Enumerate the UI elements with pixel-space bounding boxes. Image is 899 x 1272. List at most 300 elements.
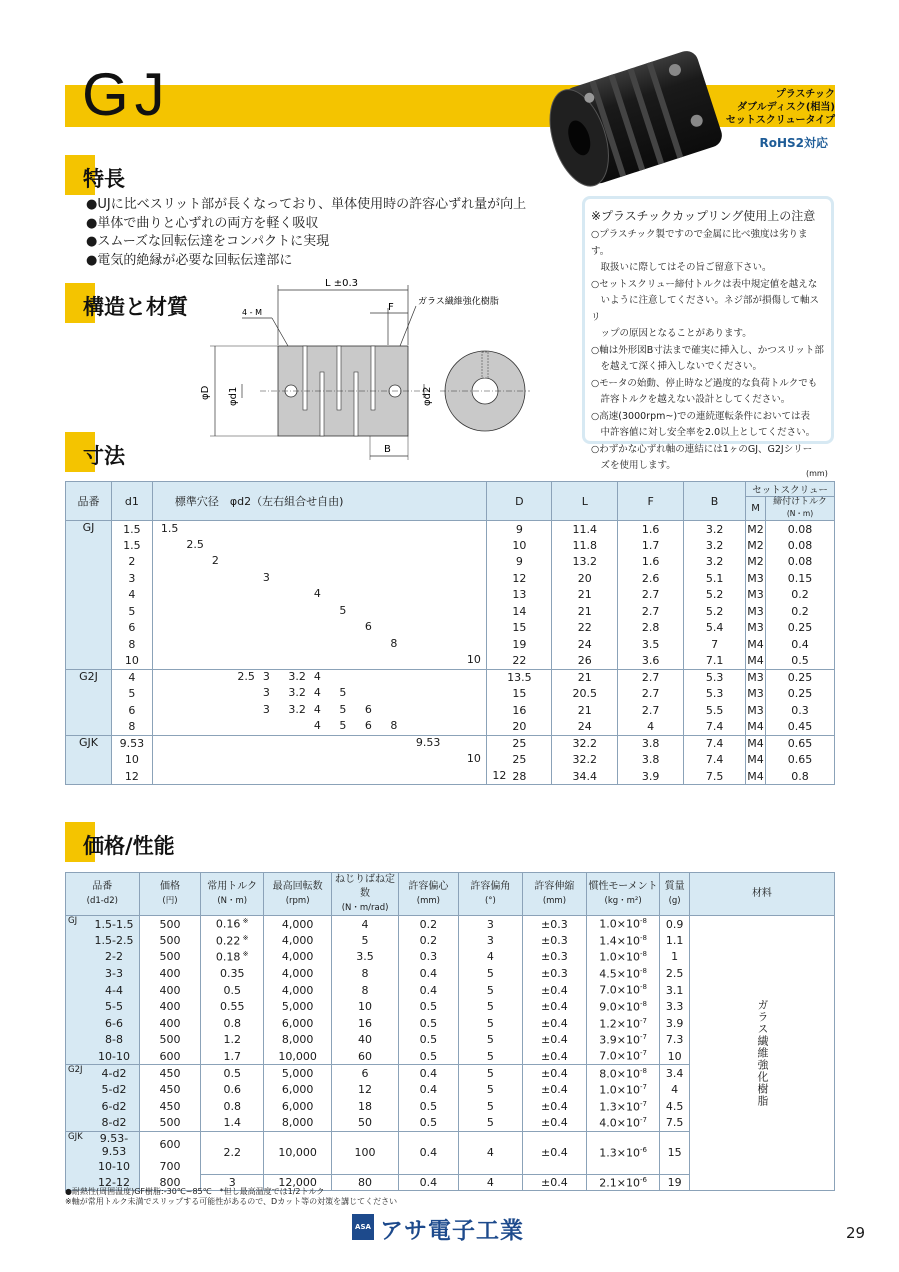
torque-unit: (N・m): [786, 509, 814, 518]
T-cell: 0.2: [766, 603, 835, 620]
B-cell: 5.3: [684, 686, 746, 703]
D-cell: 13: [487, 587, 552, 604]
std-wrap: [153, 522, 486, 537]
dim-D-label: φD: [200, 385, 211, 400]
hdr-main: ねじりばね定数: [335, 874, 396, 899]
spring-cell: 12: [332, 1081, 399, 1098]
model-cell: GJ: [66, 521, 112, 670]
torque-cell: [201, 982, 264, 999]
code-cell: 4-d2: [89, 1065, 139, 1082]
inertia-cell: [586, 1115, 659, 1132]
code-cell: 8-8: [89, 1032, 139, 1049]
M-cell: M4: [747, 737, 764, 750]
col-torque: [766, 497, 835, 521]
std-wrap: [153, 686, 486, 701]
std-bore: 10: [466, 653, 481, 666]
company-name: アサ電子工業: [380, 1218, 524, 1244]
mass-cell: 2.5: [660, 965, 690, 982]
dim-L-label: L ±0.3: [325, 278, 359, 289]
note-line: ○高速(3000rpm~)での連続運転条件においては表: [591, 410, 811, 422]
price-cell: 450: [139, 1098, 201, 1115]
price-cell: 400: [139, 965, 201, 982]
spring-cell: 100: [332, 1131, 399, 1174]
spring-cell: 40: [332, 1032, 399, 1049]
code-cell: 6-d2: [89, 1098, 139, 1115]
std-cell: [152, 620, 486, 637]
std-wrap: [153, 752, 486, 767]
table-row: [66, 669, 835, 686]
std-cell: [152, 653, 486, 670]
d1-cell: 4: [111, 669, 152, 686]
rohs-label: RoHS2対応: [759, 136, 828, 150]
std-cell: [152, 719, 486, 736]
table-row: [66, 719, 835, 736]
table-row: [66, 916, 835, 933]
M-cell: M2: [747, 555, 764, 569]
M-cell: M3: [747, 621, 764, 635]
d1-cell: 3: [111, 570, 152, 587]
ecc-cell: 0.5: [398, 1032, 458, 1049]
std-bore: 9.53: [415, 736, 441, 749]
inertia-cell: [586, 949, 659, 966]
footnotes: [65, 1187, 397, 1207]
inertia-exponent: -7: [639, 1099, 647, 1108]
inertia-mantissa: 1.4×10: [599, 934, 640, 948]
dimensions-table: [65, 481, 835, 785]
note-line: ○プラスチック製ですので金属に比べ強度は劣ります。: [591, 229, 808, 257]
price-cell: 500: [139, 916, 201, 933]
heading-text: 特長: [83, 167, 125, 191]
hdr-unit: (mm): [416, 896, 440, 906]
L-cell: 20: [552, 570, 618, 587]
code-cell: 5-d2: [89, 1081, 139, 1098]
inertia-exponent: -7: [639, 1016, 647, 1025]
T-cell: 0.15: [766, 570, 835, 587]
rpm-cell: 10,000: [264, 1131, 332, 1174]
table-row: [66, 653, 835, 670]
std-wrap: [153, 538, 486, 553]
hdr-unit: (°): [484, 896, 496, 906]
hdr-main: 品番: [92, 881, 113, 892]
angle-cell: 5: [458, 998, 522, 1015]
inertia-cell: [586, 982, 659, 999]
type-line-1: プラスチック: [775, 89, 835, 100]
hdr-unit: (rpm): [285, 896, 310, 906]
spring-cell: 16: [332, 1015, 399, 1032]
M-cell: M4: [747, 769, 764, 783]
B-cell: 5.3: [684, 669, 746, 686]
D-cell: 10: [487, 537, 552, 554]
axial-cell: ±0.4: [522, 1032, 586, 1049]
ecc-cell: 0.3: [398, 949, 458, 966]
std-bore: 3: [262, 702, 270, 716]
inertia-cell: [586, 1081, 659, 1098]
hdr-unit: (d1-d2): [86, 896, 118, 906]
price-cell: 800: [139, 1174, 201, 1191]
ecc-cell: 0.5: [398, 1048, 458, 1065]
torque-value: 0.35: [219, 967, 245, 981]
unit-label: (mm): [806, 469, 828, 478]
material-label: ガラス繊維強化樹脂: [418, 297, 499, 307]
price-cell: 400: [139, 1015, 201, 1032]
D-cell: 15: [487, 620, 552, 637]
D-cell: 14: [487, 603, 552, 620]
inertia-exponent: -6: [639, 1145, 647, 1154]
angle-cell: 5: [458, 1081, 522, 1098]
spring-cell: 60: [332, 1048, 399, 1065]
std-bore: 6: [364, 620, 372, 634]
F-cell: 2.7: [618, 587, 684, 604]
features-list: [86, 196, 526, 270]
torque-note: ※: [240, 950, 249, 959]
ecc-cell: 0.5: [398, 1015, 458, 1032]
mass-cell: 4: [660, 1081, 690, 1098]
T-cell: 0.65: [766, 752, 835, 769]
axial-cell: ±0.3: [522, 916, 586, 933]
L-cell: 32.2: [552, 735, 618, 752]
spring-cell: 50: [332, 1115, 399, 1132]
std-cell: [152, 570, 486, 587]
col-axial: [522, 873, 586, 916]
std-bore: 4: [313, 719, 321, 732]
hdr-unit: (kg・m²): [604, 896, 642, 906]
rpm-cell: 10,000: [264, 1048, 332, 1065]
ecc-cell: 0.2: [398, 932, 458, 949]
std-bore: 4: [313, 702, 321, 716]
axial-cell: ±0.4: [522, 982, 586, 999]
spring-cell: 18: [332, 1098, 399, 1115]
table-row: [66, 768, 835, 785]
angle-cell: 5: [458, 1098, 522, 1115]
rpm-cell: 4,000: [264, 982, 332, 999]
D-cell: 19: [487, 636, 552, 653]
code-cell: 1.5-1.5: [89, 916, 139, 933]
F-cell: 4: [618, 719, 684, 736]
inertia-cell: [586, 1032, 659, 1049]
hdr-unit: (円): [162, 896, 178, 906]
T-cell: 0.3: [766, 702, 835, 719]
torque-value: 0.16: [215, 917, 241, 931]
dim-d2-label: φd2: [422, 386, 433, 406]
B-cell: 7.5: [684, 768, 746, 785]
col-D: D: [487, 482, 552, 521]
page-title: GJ: [82, 61, 171, 128]
inertia-exponent: -8: [639, 999, 647, 1008]
dim-B-label: B: [384, 444, 391, 455]
price-cell: 450: [139, 1065, 201, 1082]
F-cell: 2.7: [618, 686, 684, 703]
std-wrap: [153, 719, 486, 734]
F-cell: 1.7: [618, 537, 684, 554]
inertia-cell: [586, 1174, 659, 1191]
angle-cell: 4: [458, 1174, 522, 1191]
B-cell: 5.5: [684, 702, 746, 719]
std-bore: 10: [466, 752, 481, 766]
rpm-cell: 8,000: [264, 1115, 332, 1132]
col-std: 標準穴径 φd2（左右組合せ自由): [152, 482, 486, 521]
d1-cell: 1.5: [111, 537, 152, 554]
code-cell: 4-4: [89, 982, 139, 999]
spring-cell: 5: [332, 932, 399, 949]
inertia-exponent: -6: [639, 1175, 647, 1184]
torque-value: 0.5: [223, 983, 241, 997]
price-cell: 400: [139, 982, 201, 999]
type-line-2: ダブルディスク(相当): [737, 102, 835, 113]
hdr-main: 許容伸縮: [534, 881, 575, 892]
ecc-cell: 0.4: [398, 982, 458, 999]
M-cell: M2: [747, 538, 764, 552]
std-cell: [152, 752, 486, 769]
rpm-cell: 5,000: [264, 998, 332, 1015]
std-cell: [152, 768, 507, 785]
torque-cell: [201, 1032, 264, 1049]
heading-text: 寸法: [83, 444, 125, 468]
std-bore: 3: [262, 570, 270, 584]
hdr-unit: (N・m/rad): [341, 903, 389, 913]
T-cell: 0.25: [766, 669, 835, 686]
torque-cell: [201, 1065, 264, 1082]
col-model: [66, 873, 140, 916]
M-cell: M3: [747, 571, 764, 585]
price-cell: 500: [139, 1115, 201, 1132]
torque-value: 0.8: [223, 1099, 241, 1113]
D-cell: 25: [487, 735, 552, 752]
D-cell: 28: [487, 768, 552, 785]
mass-cell: 3.1: [660, 982, 690, 999]
col-mass: [660, 873, 690, 916]
torque-value: 1.4: [223, 1116, 241, 1130]
dim-F-label: F: [388, 302, 394, 313]
feature-item: ●単体で曲りと心ずれの両方を軽く吸収: [86, 215, 319, 231]
axial-cell: ±0.4: [522, 1015, 586, 1032]
torque-note: ※: [240, 917, 249, 926]
B-cell: 3.2: [684, 521, 746, 538]
rpm-cell: 12,000: [264, 1174, 332, 1191]
inertia-mantissa: 1.3×10: [599, 1146, 640, 1160]
hdr-main: 価格: [159, 881, 180, 892]
note-line: ○セットスクリュー締付トルクは表中規定値を越えな: [591, 278, 818, 290]
ecc-cell: 0.4: [398, 1081, 458, 1098]
table-row: [66, 554, 835, 571]
T-cell: 0.25: [766, 686, 835, 703]
mass-cell: 15: [660, 1131, 690, 1174]
inertia-cell: [586, 1048, 659, 1065]
M-cell: M3: [747, 687, 764, 701]
axial-cell: ±0.4: [522, 1174, 586, 1191]
ecc-cell: 0.5: [398, 1098, 458, 1115]
inertia-mantissa: 1.0×10: [599, 950, 640, 964]
mass-cell: 7.3: [660, 1032, 690, 1049]
M-cell: M4: [747, 637, 764, 651]
price-cell: 700: [139, 1158, 201, 1175]
torque-value: 1.2: [223, 1033, 241, 1047]
M-cell: M4: [747, 720, 764, 733]
std-bore: 4: [313, 587, 321, 601]
mass-cell: 3.4: [660, 1065, 690, 1082]
std-wrap: [153, 587, 486, 602]
table-row: [66, 702, 835, 719]
std-wrap: [153, 653, 486, 668]
note-line: ○軸は外形図B寸法まで確実に挿入し、かつスリット部: [591, 344, 824, 356]
hdr-main: 慣性モーメント: [588, 881, 658, 892]
rpm-cell: 6,000: [264, 1015, 332, 1032]
std-cell: [152, 603, 486, 620]
B-cell: 7.4: [684, 752, 746, 769]
ecc-cell: 0.5: [398, 998, 458, 1015]
model-cell: G2J: [66, 1065, 90, 1131]
table-row: [66, 587, 835, 604]
feature-item: ●スムーズな回転伝達をコンパクトに実現: [86, 234, 330, 249]
B-cell: 5.4: [684, 620, 746, 637]
L-cell: 21: [552, 702, 618, 719]
d1-cell: 5: [111, 686, 152, 703]
std-cell: [152, 554, 486, 571]
logo-mark: ASA: [352, 1214, 374, 1240]
rpm-cell: 4,000: [264, 932, 332, 949]
table-row: [66, 521, 835, 538]
ecc-cell: 0.2: [398, 916, 458, 933]
mass-cell: 0.9: [660, 916, 690, 933]
std-wrap: [153, 604, 486, 619]
D-cell: 16: [487, 702, 552, 719]
d1-cell: 12: [111, 768, 152, 785]
mass-cell: 19: [660, 1174, 690, 1191]
inertia-cell: [586, 932, 659, 949]
L-cell: 11.8: [552, 537, 618, 554]
torque-value: 2.2: [223, 1146, 241, 1160]
inertia-exponent: -7: [639, 1115, 647, 1124]
model-cell: GJ: [66, 916, 90, 1065]
inertia-mantissa: 8.0×10: [599, 1067, 640, 1081]
col-rpm: [264, 873, 332, 916]
D-cell: 25: [487, 752, 552, 769]
std-bore: 8: [390, 636, 398, 650]
col-material: 材料: [689, 873, 834, 916]
std-bore: 8: [390, 719, 398, 732]
note-line: ○わずかな心ずれ軸の連結には1ヶのGJ、G2Jシリー: [591, 443, 813, 455]
col-M: M: [746, 497, 766, 521]
mass-cell: 3.3: [660, 998, 690, 1015]
footnote-line: ※軸が常用トルク未満でスリップする可能性があるので、Dカット等の対策を講じてください: [65, 1197, 398, 1206]
torque-note: ※: [240, 933, 249, 942]
note-line: 許容トルクを越えない設計としてください。: [591, 394, 791, 405]
spring-cell: 10: [332, 998, 399, 1015]
torque-cell: [201, 932, 264, 949]
rpm-cell: 5,000: [264, 1065, 332, 1082]
axial-cell: ±0.4: [522, 1098, 586, 1115]
spring-cell: 80: [332, 1174, 399, 1191]
inertia-mantissa: 4.0×10: [599, 1116, 640, 1130]
features-heading: [65, 155, 185, 195]
std-cell: [152, 636, 486, 653]
M-cell: M2: [747, 522, 764, 536]
spring-cell: 3.5: [332, 949, 399, 966]
F-cell: 3.5: [618, 636, 684, 653]
col-L: L: [552, 482, 618, 521]
axial-cell: ±0.4: [522, 1065, 586, 1082]
note-line: 中許容値に対し安全率を2.0以上としてください。: [591, 427, 816, 438]
M-cell: M3: [747, 604, 764, 618]
inertia-mantissa: 2.1×10: [599, 1176, 640, 1190]
M-cell: M4: [747, 654, 764, 667]
notes-title: ※プラスチックカップリング使用上の注意: [591, 209, 816, 223]
price-cell: 500: [139, 949, 201, 966]
std-bore: 3: [262, 670, 270, 683]
std-bore: 3: [262, 686, 270, 700]
std-wrap: [153, 670, 486, 685]
F-cell: 2.7: [618, 669, 684, 686]
hdr-main: 質量: [664, 881, 685, 892]
std-bore: 3.2: [288, 670, 306, 683]
T-cell: 0.65: [766, 735, 835, 752]
std-bore: 5: [339, 719, 347, 732]
std-cell: [152, 735, 486, 752]
torque-value: 0.5: [223, 1066, 241, 1080]
table-row: [66, 752, 835, 769]
d1-cell: 8: [111, 636, 152, 653]
inertia-mantissa: 7.0×10: [599, 1050, 640, 1064]
code-cell: 8-d2: [89, 1115, 139, 1132]
inertia-exponent: -7: [639, 1082, 647, 1091]
screw-label: 4 - M: [242, 308, 262, 317]
mass-cell: 10: [660, 1048, 690, 1065]
col-set-screw: セットスクリュー: [746, 482, 835, 497]
rpm-cell: 6,000: [264, 1081, 332, 1098]
d1-cell: 10: [111, 752, 152, 769]
std-wrap: [153, 637, 486, 652]
d1-cell: 9.53: [111, 735, 152, 752]
hdr-unit: (g): [668, 896, 681, 906]
rpm-cell: 4,000: [264, 949, 332, 966]
hdr-main: 常用トルク: [207, 881, 258, 892]
torque-cell: [201, 1115, 264, 1132]
L-cell: 26: [552, 653, 618, 670]
table-row: [66, 620, 835, 637]
std-bore: 5: [339, 603, 347, 617]
hdr-unit: (mm): [542, 896, 567, 906]
torque-cell: [201, 916, 264, 933]
pricing-heading: [65, 822, 225, 862]
axial-cell: ±0.4: [522, 1115, 586, 1132]
T-cell: 0.8: [766, 768, 835, 785]
std-wrap: [153, 571, 486, 586]
mass-cell: 1.1: [660, 932, 690, 949]
col-B: B: [684, 482, 746, 521]
torque-cell: [201, 1081, 264, 1098]
hdr-unit: (N・m): [217, 896, 248, 906]
std-bore: 3.2: [288, 686, 306, 700]
L-cell: 13.2: [552, 554, 618, 571]
table-row: [66, 603, 835, 620]
torque-value: 0.55: [219, 1000, 245, 1014]
code-cell: 2-2: [89, 949, 139, 966]
T-cell: 0.45: [766, 719, 835, 736]
heading-text: 価格/性能: [83, 834, 175, 858]
inertia-mantissa: 1.2×10: [599, 1017, 640, 1031]
axial-cell: ±0.4: [522, 1081, 586, 1098]
code-cell: 5-5: [89, 998, 139, 1015]
L-cell: 24: [552, 636, 618, 653]
B-cell: 7: [684, 636, 746, 653]
torque-cell: [201, 949, 264, 966]
std-wrap: [153, 703, 486, 718]
F-cell: 1.6: [618, 554, 684, 571]
std-bore: 4: [313, 686, 321, 700]
material-cell: ガラス繊維強化樹脂: [689, 916, 834, 1191]
table-row: [66, 537, 835, 554]
table-row: [66, 636, 835, 653]
M-cell: M3: [747, 671, 764, 684]
